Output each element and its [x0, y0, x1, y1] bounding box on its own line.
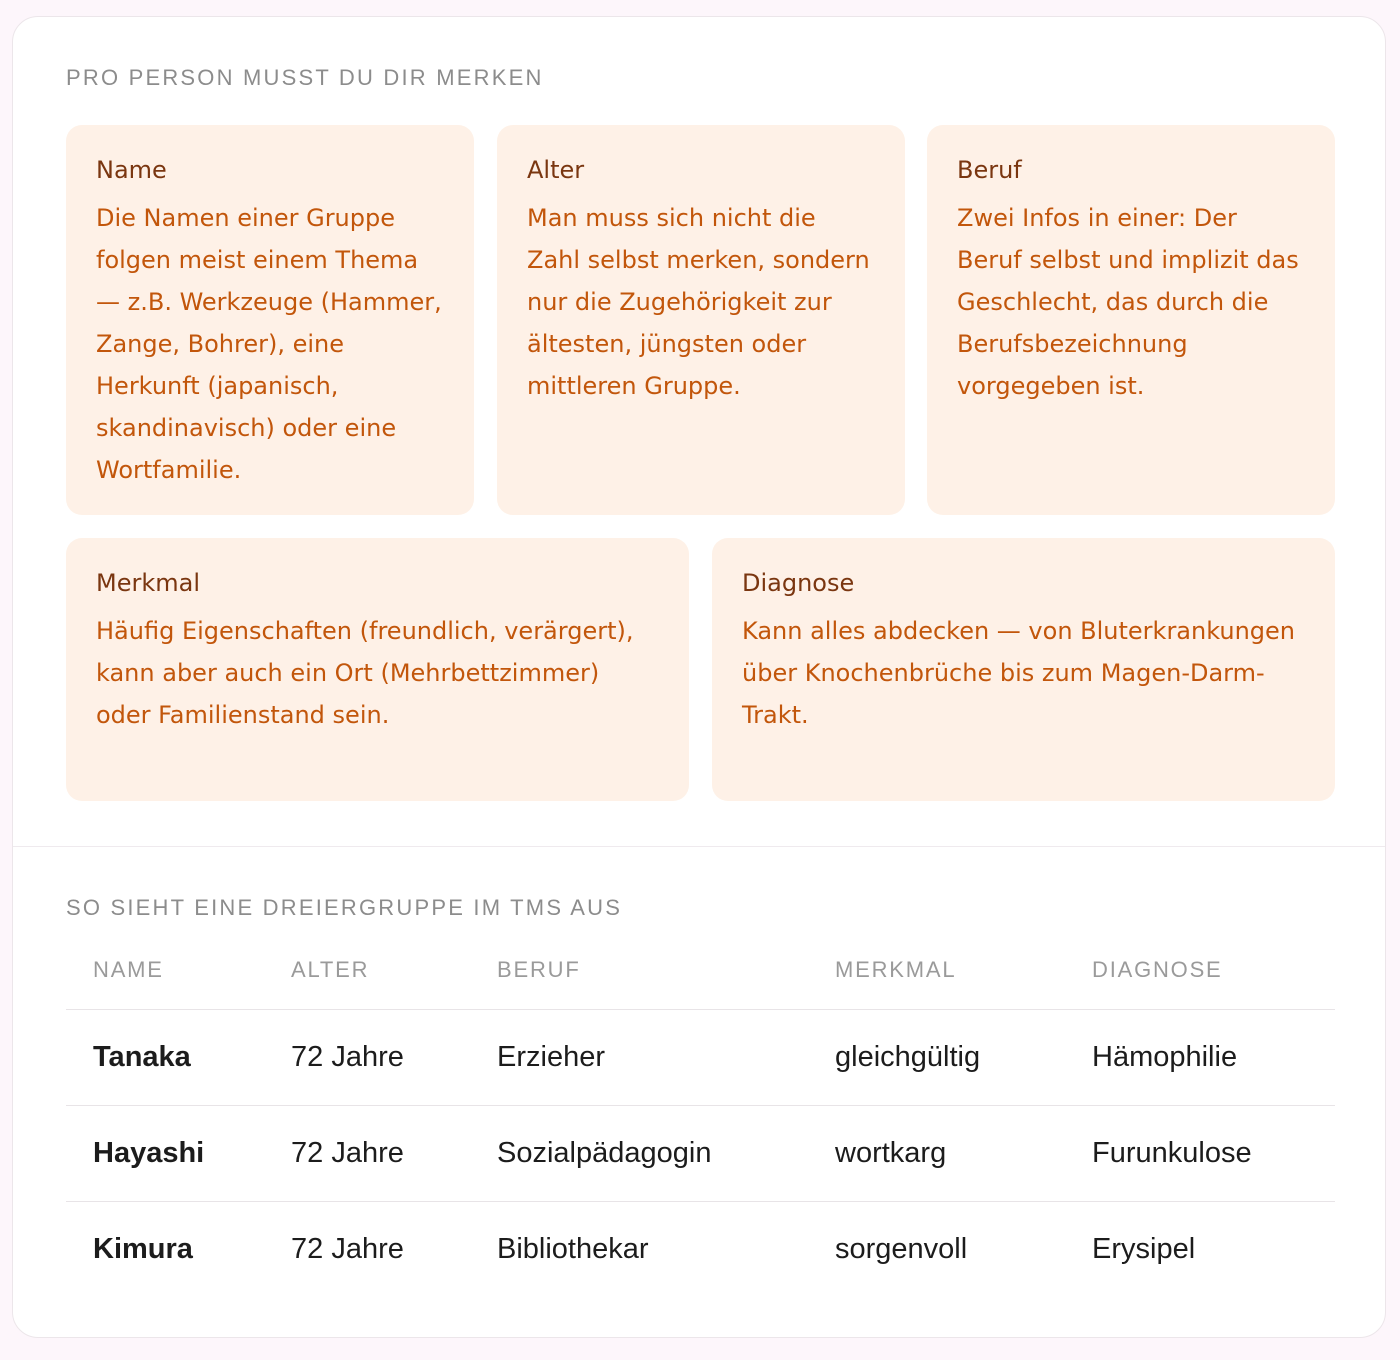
info-box-alter — [497, 125, 905, 515]
cell-merkmal: gleichgültig — [835, 1041, 981, 1073]
table-row — [66, 1201, 1335, 1297]
column-header-merkmal: MERKMAL — [835, 957, 957, 982]
info-box-text: Man muss sich nicht die Zahl selbst merken, sondern nur die Zugehörigkeit zur ältesten, jüngsten oder mittleren Gruppe. — [527, 204, 870, 400]
info-box-title: Diagnose — [742, 569, 855, 597]
info-box-text: Die Namen einer Gruppe folgen meist einem Thema — z.B. Werkzeuge (Hammer, Zange, Bohrer), eine Herkunft (japanisch, skandinavisch) oder eine Wortfamilie. — [96, 204, 442, 484]
cell-alter: 72 Jahre — [291, 1137, 404, 1169]
info-card — [12, 16, 1386, 1338]
section-title-dreiergruppe: SO SIEHT EINE DREIERGRUPPE IM TMS AUS — [66, 895, 623, 920]
cell-merkmal: wortkarg — [835, 1137, 947, 1169]
cell-beruf: Bibliothekar — [497, 1233, 649, 1265]
cell-name: Kimura — [93, 1233, 193, 1265]
cell-diagnose: Erysipel — [1092, 1233, 1196, 1265]
section-title-merken: PRO PERSON MUSST DU DIR MERKEN — [66, 65, 544, 90]
info-box-title: Name — [96, 156, 167, 184]
info-box-name — [66, 125, 474, 515]
info-box-text: Zwei Infos in einer: Der Beruf selbst und implizit das Geschlecht, das durch die Berufsbezeichnung vorgegeben ist. — [957, 204, 1299, 400]
info-box-text: Häufig Eigenschaften (freundlich, verärgert), kann aber auch ein Ort (Mehrbettzimmer) oder Familienstand sein. — [96, 617, 634, 729]
info-box-beruf — [927, 125, 1335, 515]
table-row — [66, 1105, 1335, 1201]
info-box-diagnose — [712, 538, 1335, 801]
column-header-alter: ALTER — [291, 957, 370, 982]
cell-name: Hayashi — [93, 1137, 205, 1169]
cell-beruf: Sozialpädagogin — [497, 1137, 712, 1169]
column-header-name: NAME — [93, 957, 164, 982]
example-table — [66, 942, 1335, 1297]
cell-alter: 72 Jahre — [291, 1233, 404, 1265]
cell-merkmal: sorgenvoll — [835, 1233, 968, 1265]
info-box-text: Kann alles abdecken — von Bluterkrankungen über Knochenbrüche bis zum Magen-Darm-Trakt. — [742, 617, 1296, 729]
section-divider — [13, 846, 1385, 847]
cell-name: Tanaka — [93, 1041, 191, 1073]
table-header-row — [66, 942, 1335, 1009]
info-box-title: Beruf — [957, 156, 1022, 184]
column-header-beruf: BERUF — [497, 957, 581, 982]
cell-beruf: Erzieher — [497, 1041, 605, 1073]
info-box-merkmal — [66, 538, 689, 801]
cell-diagnose: Furunkulose — [1092, 1137, 1252, 1169]
cell-alter: 72 Jahre — [291, 1041, 404, 1073]
column-header-diagnose: DIAGNOSE — [1092, 957, 1223, 982]
cell-diagnose: Hämophilie — [1092, 1041, 1238, 1073]
info-box-title: Merkmal — [96, 569, 200, 597]
info-box-title: Alter — [527, 156, 585, 184]
table-row — [66, 1009, 1335, 1105]
